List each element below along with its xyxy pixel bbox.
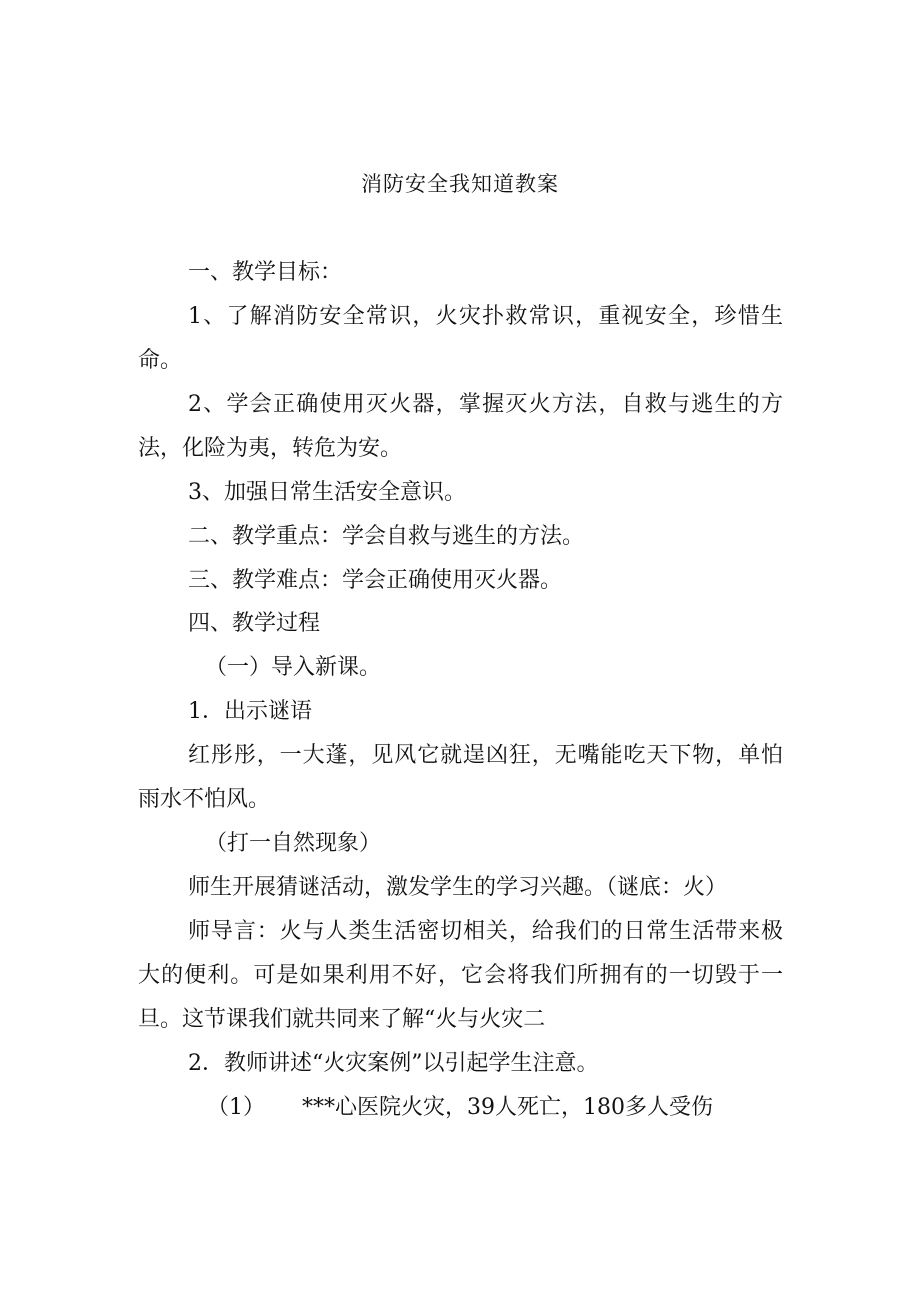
case-item-number: （1） xyxy=(207,1095,265,1120)
paragraph-line: （打一自然现象） xyxy=(205,831,382,856)
paragraph-line: 1．出示谜语 xyxy=(188,699,312,724)
paragraph-line: 大的便利。可是如果利用不好，它会将我们所拥有的一切毁于一 xyxy=(138,963,783,988)
paragraph-line: 师导言：火与人类生活密切相关，给我们的日常生活带来极 xyxy=(188,919,783,944)
case-item-text: ***心医院火灾，39人死亡，180多人受伤 xyxy=(302,1095,713,1120)
paragraph-line: 1、了解消防安全常识，火灾扑救常识，重视安全，珍惜生 xyxy=(188,304,783,329)
section-heading-difficulty: 三、教学难点：学会正确使用灭火器。 xyxy=(188,568,563,593)
section-heading-process: 四、教学过程 xyxy=(188,611,321,636)
paragraph-line: 雨水不怕风。 xyxy=(138,787,271,812)
section-heading-objectives: 一、教学目标： xyxy=(188,260,343,285)
paragraph-line: 命。 xyxy=(138,348,183,373)
paragraph-line: 红彤彤，一大蓬，见风它就逞凶狂，无嘴能吃天下物，单怕 xyxy=(188,743,783,768)
paragraph-line: 2．教师讲述“火灾案例”以引起学生注意。 xyxy=(188,1051,599,1076)
section-heading-key-point: 二、教学重点：学会自救与逃生的方法。 xyxy=(188,524,585,549)
paragraph-line: 旦。这节课我们就共同来了解“火与火灾二 xyxy=(138,1007,546,1032)
paragraph-line: 2、学会正确使用灭火器，掌握灭火方法，自救与逃生的方 xyxy=(188,392,783,417)
document-title: 消防安全我知道教案 xyxy=(361,172,559,196)
paragraph-line: 3、加强日常生活安全意识。 xyxy=(188,480,466,505)
paragraph-line: 师生开展猜谜活动，激发学生的学习兴趣。（谜底：火） xyxy=(188,875,728,900)
paragraph-line: 法，化险为夷，转危为安。 xyxy=(138,436,403,461)
subsection-heading: （一）导入新课。 xyxy=(205,655,382,680)
